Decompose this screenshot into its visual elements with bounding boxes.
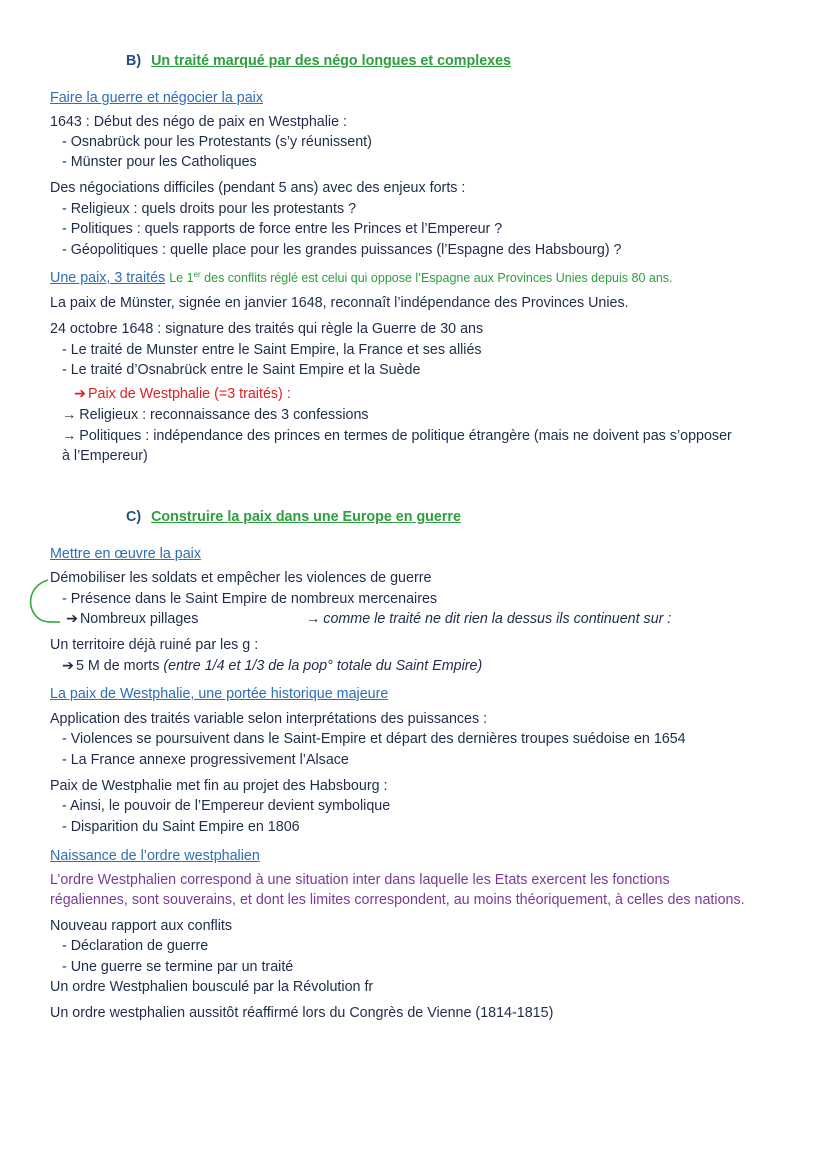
green-note-pre: Le 1 (169, 271, 194, 285)
text-line: Démobiliser les soldats et empêcher les violences de guerre (50, 570, 432, 586)
section-b-title: Un traité marqué par des négo longues et complexes (151, 53, 511, 69)
section-c-number: C) (126, 509, 142, 525)
green-note-sup: er (193, 270, 201, 279)
text-line: Un territoire déjà ruiné par les g : (50, 637, 259, 653)
arrow-right-icon: → (62, 428, 77, 444)
deaths-text: 5 M de morts (75, 658, 160, 674)
bullet-item: - Présence dans le Saint Empire de nombreux mercenaires (62, 591, 438, 607)
bullet-item: - Politiques : quels rapports de force entre les Princes et l’Empereur ? (62, 221, 503, 237)
bullet-item: - Disparition du Saint Empire en 1806 (62, 819, 300, 835)
text-line: 1643 : Début des négo de paix en Westphalie : (50, 114, 348, 130)
text-line: Un ordre westphalien aussitôt réaffirmé lors du Congrès de Vienne (1814-1815) (50, 1005, 554, 1021)
bullet-item: - La France annexe progressivement l’Alsace (62, 752, 349, 768)
consequence-continuation: à l’Empereur) (62, 448, 148, 464)
pillages-line (66, 610, 198, 628)
green-note (169, 271, 672, 285)
text-line: Application des traités variable selon interprétations des puissances : (50, 711, 488, 727)
section-b-heading (126, 52, 511, 70)
conclusion-text: Paix de Westphalie (=3 traités) : (87, 386, 291, 402)
pillages-note-line (306, 610, 671, 628)
subheading-mettre-en-oeuvre: Mettre en œuvre la paix (50, 546, 201, 562)
text-line: Un ordre Westphalien bousculé par la Révolution fr (50, 979, 374, 995)
bullet-item: - Le traité de Munster entre le Saint Empire, la France et ses alliés (62, 342, 482, 358)
consequence-line (62, 406, 369, 424)
bullet-item: - Violences se poursuivent dans le Saint-Empire et départ des dernières troupes suédoise en 1654 (62, 731, 686, 747)
definition-line: L’ordre Westphalien correspond à une situation inter dans laquelle les Etats exercent les fonctions (50, 872, 670, 888)
bullet-item: - Ainsi, le pouvoir de l’Empereur devient symbolique (62, 798, 391, 814)
subheading-une-paix: Une paix, 3 traités (50, 270, 166, 286)
green-note-post: des conflits réglé est celui qui oppose l’Espagne aux Provinces Unies depuis 80 ans. (200, 271, 673, 285)
pillages-text: Nombreux pillages (79, 611, 199, 627)
pillages-note: comme le traité ne dit rien la dessus ils continuent sur : (323, 611, 672, 627)
filled-arrow-icon: ➔ (66, 611, 78, 627)
curved-arrow-annotation (26, 578, 66, 628)
text-line: Nouveau rapport aux conflits (50, 918, 232, 934)
consequence-text: Religieux : reconnaissance des 3 confessions (79, 407, 369, 423)
consequence-text: Politiques : indépendance des princes en termes de politique étrangère (mais ne doivent pas s’opposer (79, 428, 732, 444)
subheading-faire-la-guerre: Faire la guerre et négocier la paix (50, 90, 263, 106)
deaths-line (62, 657, 482, 675)
bullet-item: - Déclaration de guerre (62, 938, 209, 954)
text-line: 24 octobre 1648 : signature des traités qui règle la Guerre de 30 ans (50, 321, 484, 337)
section-c-title: Construire la paix dans une Europe en guerre (151, 509, 461, 525)
deaths-note: (entre 1/4 et 1/3 de la pop° totale du Saint Empire) (163, 658, 483, 674)
text-line: La paix de Münster, signée en janvier 1648, reconnaît l’indépendance des Provinces Unies. (50, 295, 629, 311)
arrow-right-icon: → (306, 611, 321, 627)
text-line: Des négociations difficiles (pendant 5 ans) avec des enjeux forts : (50, 180, 466, 196)
consequence-line (62, 427, 732, 445)
definition-line: régaliennes, sont souverains, et dont les limites correspondent, au moins théoriquement, à celles des nations. (50, 892, 745, 908)
conclusion-line (74, 385, 291, 403)
bullet-item: - Religieux : quels droits pour les protestants ? (62, 201, 357, 217)
bullet-item: - Le traité d’Osnabrück entre le Saint Empire et la Suède (62, 362, 421, 378)
arrow-right-icon: → (62, 407, 77, 423)
bullet-item: - Géopolitiques : quelle place pour les grandes puissances (l’Espagne des Habsbourg) ? (62, 242, 622, 258)
subheading-naissance: Naissance de l’ordre westphalien (50, 848, 260, 864)
filled-arrow-icon: ➔ (62, 658, 74, 674)
subheading-portee-historique: La paix de Westphalie, une portée historique majeure (50, 686, 389, 702)
paix-3-traites-line (50, 269, 673, 287)
bullet-item: - Une guerre se termine par un traité (62, 959, 294, 975)
section-c-heading (126, 508, 461, 526)
bullet-item: - Osnabrück pour les Protestants (s’y réunissent) (62, 134, 372, 150)
filled-arrow-icon: ➔ (74, 386, 86, 402)
section-b-number: B) (126, 53, 142, 69)
text-line: Paix de Westphalie met fin au projet des Habsbourg : (50, 778, 388, 794)
bullet-item: - Münster pour les Catholiques (62, 154, 257, 170)
